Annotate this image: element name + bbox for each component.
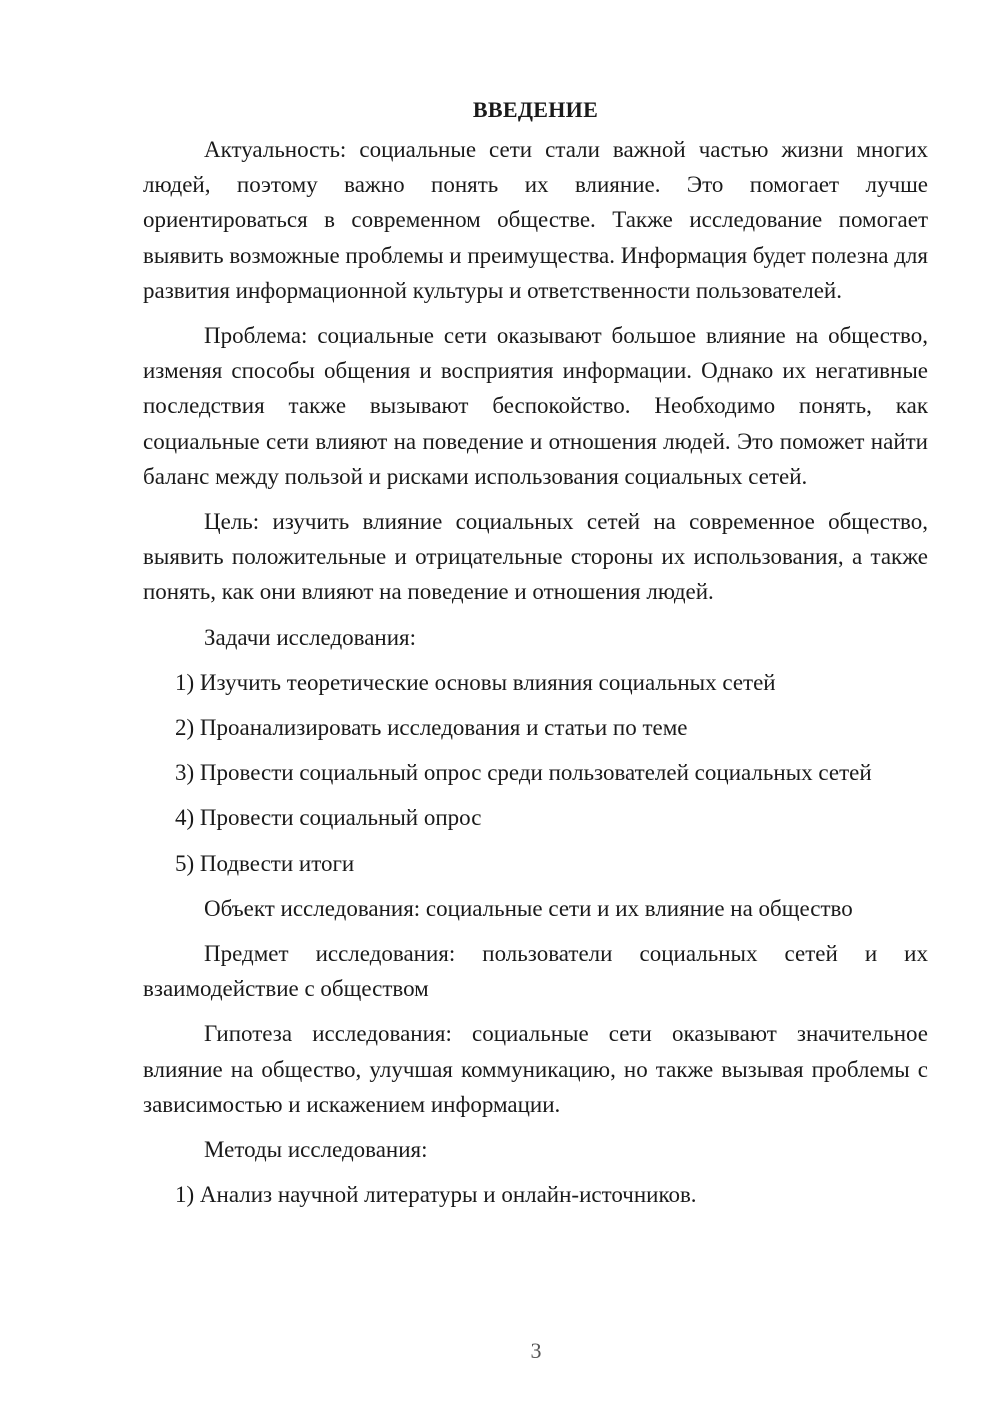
tasks-heading: Задачи исследования:	[204, 624, 417, 650]
object-line: Объект исследования: социальные сети и их влияние на общество	[204, 895, 853, 921]
relevance-paragraph: Актуальность: социальные сети стали важной частью жизни многих людей, поэтому важно понять их влияние. Это помогает лучше ориентироваться в современном обществе. Также исследование помогает выявить возможные проблемы и преимущества. Информация будет полезна для развития информационной культуры и ответственности пользователей.	[143, 137, 928, 303]
task-item: 4) Провести социальный опрос	[175, 805, 482, 831]
goal-paragraph: Цель: изучить влияние социальных сетей на современное общество, выявить положительные и отрицательные стороны их использования, а также понять, как они влияют на поведение и отношения людей.	[143, 509, 928, 605]
task-item: 2) Проанализировать исследования и статьи по теме	[175, 715, 688, 741]
problem-paragraph: Проблема: социальные сети оказывают большое влияние на общество, изменяя способы общения и восприятия информации. Однако их негативные последствия также вызывают беспокойство. Необходимо понять, как социальные сети влияют на поведение и отношения людей. Это поможет найти баланс между пользой и рисками использования социальных сетей.	[143, 323, 928, 489]
task-item: 3) Провести социальный опрос среди пользователей социальных сетей	[175, 760, 872, 786]
methods-heading: Методы исследования:	[204, 1137, 428, 1163]
subject-paragraph: Предмет исследования: пользователи социальных сетей и их взаимодействие с обществом	[143, 941, 928, 1002]
page-number: 3	[530, 1338, 542, 1363]
task-item: 1) Изучить теоретические основы влияния социальных сетей	[175, 669, 776, 695]
section-heading: ВВЕДЕНИЕ	[472, 97, 599, 122]
page-body	[143, 92, 928, 1222]
method-item: 1) Анализ научной литературы и онлайн-источников.	[175, 1182, 697, 1208]
hypothesis-paragraph: Гипотеза исследования: социальные сети оказывают значительное влияние на общество, улучшая коммуникацию, но также вызывая проблемы с зависимостью и искажением информации.	[143, 1021, 928, 1117]
task-item: 5) Подвести итоги	[175, 850, 355, 876]
